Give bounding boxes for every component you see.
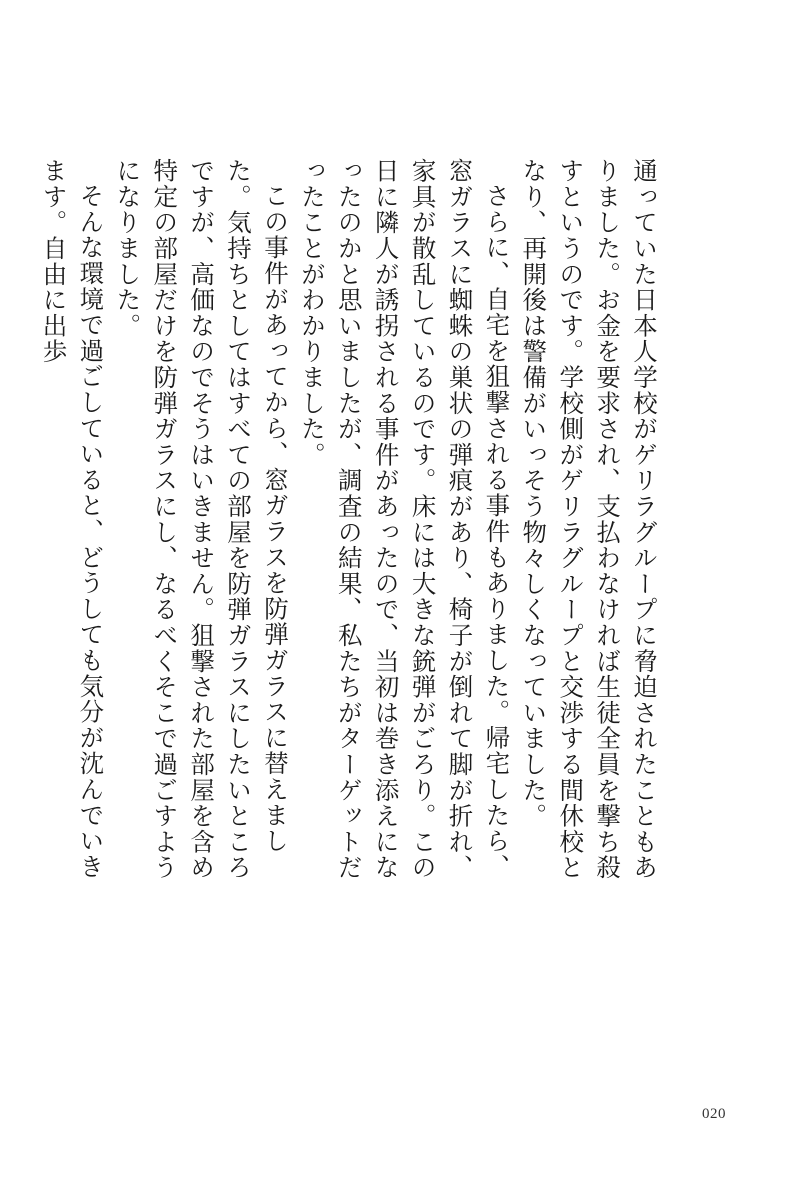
paragraph-4: そんな環境で過ごしていると、どうしても気分が沈んでいきます。自由に出歩 xyxy=(39,158,106,880)
paragraph-2: さらに、自宅を狙撃される事件もありました。帰宅したら、窓ガラスに蜘蛛の巣状の弾痕があり、椅子が倒れて脚が折れ、家具が散乱しているのです。床には大きな銃弾がごろり。この日に隣人が誘拐される事件があったので、当初は巻き添えになったのかと思いましたが、調査の結果、私たちがターゲットだったことがわかりました。 xyxy=(297,158,512,881)
paragraph-3: この事件があってから、窓ガラスを防弾ガラスに替えました。気持ちとしてはすべての部屋を防弾ガラスにしたいところですが、高価なのでそうはいきません。狙撃された部屋を含め特定の部屋だけを防弾ガラスにし、なるべくそこで過ごすようになりました。 xyxy=(113,158,290,881)
paragraph-1: 通っていた日本人学校がゲリラグループに脅迫されたこともありました。お金を要求され、支払わなければ生徒全員を撃ち殺すというのです。学校側がゲリラグループと交渉する間休校となり、再開後は警備がいっそう物々しくなっていました。 xyxy=(519,158,659,881)
vertical-text-block xyxy=(39,158,662,898)
page-number: 020 xyxy=(702,1106,726,1122)
